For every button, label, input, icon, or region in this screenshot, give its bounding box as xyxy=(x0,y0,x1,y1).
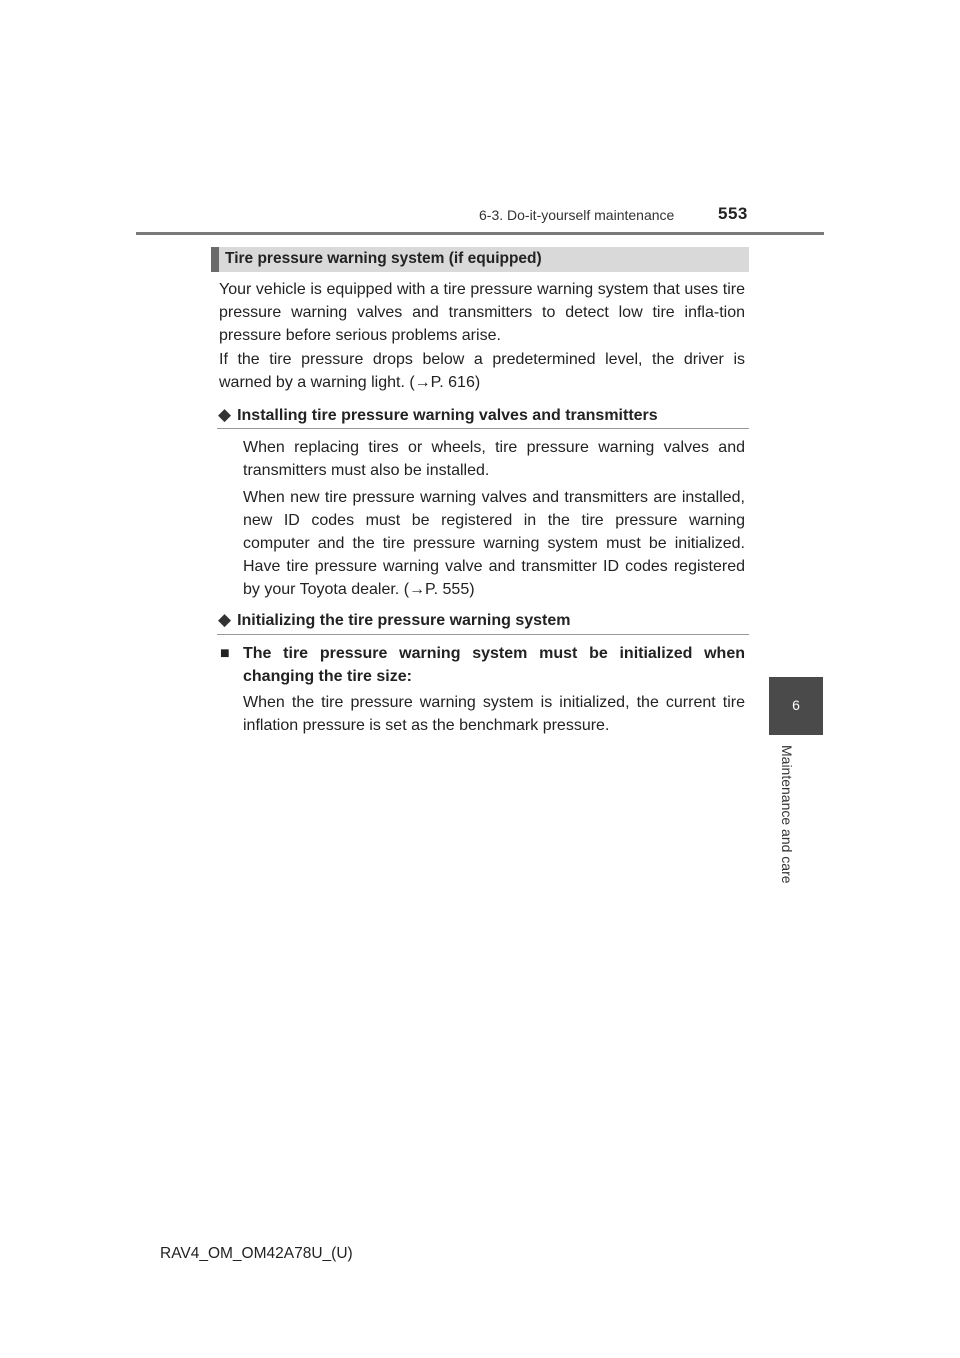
installing-paragraph-1: When replacing tires or wheels, tire pressure warning valves and transmitters must also be installed. xyxy=(243,439,745,479)
chapter-tab-number: 6 xyxy=(792,697,800,713)
installing-paragraph-2: When new tire pressure warning valves and transmitters are installed, new ID codes must be registered in the tire pressure warning computer and the tire pressure warning system must be initialized. Have tire pressure warning valve and transmitter ID codes registered by your Toyota dealer. (→P. 555) xyxy=(243,489,745,598)
diamond-bullet-icon: ◆ xyxy=(218,405,232,424)
item-heading xyxy=(218,642,745,688)
diamond-bullet-icon: ◆ xyxy=(218,610,232,629)
warning-light-paragraph: If the tire pressure drops below a predetermined level, the driver is warned by a warning light. (→P. 616) xyxy=(219,351,745,391)
section-title-bar xyxy=(211,247,749,272)
initializing-paragraph: When the tire pressure warning system is initialized, the current tire inflation pressure is set as the benchmark pressure. xyxy=(243,694,745,734)
intro-paragraph: Your vehicle is equipped with a tire pressure warning system that uses tire pressure warning valves and transmitters to detect low tire infla-tion pressure before serious problems arise. xyxy=(219,281,745,344)
subsection-heading-text: Installing tire pressure warning valves and transmitters xyxy=(237,407,658,424)
page-number: 553 xyxy=(718,204,748,223)
section-title: Tire pressure warning system (if equipped) xyxy=(225,250,542,267)
chapter-tab xyxy=(769,677,823,735)
section-bar-accent xyxy=(211,247,219,272)
item-heading-text: The tire pressure warning system must be initialized when changing the tire size: xyxy=(243,645,745,685)
header-divider xyxy=(136,232,824,235)
header-section-title: 6-3. Do-it-yourself maintenance xyxy=(479,207,675,223)
document-code: RAV4_OM_OM42A78U_(U) xyxy=(160,1245,353,1262)
subsection-divider xyxy=(217,428,749,429)
square-bullet-icon: ■ xyxy=(220,645,230,662)
subsection-heading-initializing xyxy=(218,610,571,630)
chapter-tab-label: Maintenance and care xyxy=(779,745,795,884)
subsection-heading-installing xyxy=(218,405,658,425)
subsection-heading-text: Initializing the tire pressure warning system xyxy=(237,612,571,629)
subsection-divider xyxy=(217,634,749,635)
